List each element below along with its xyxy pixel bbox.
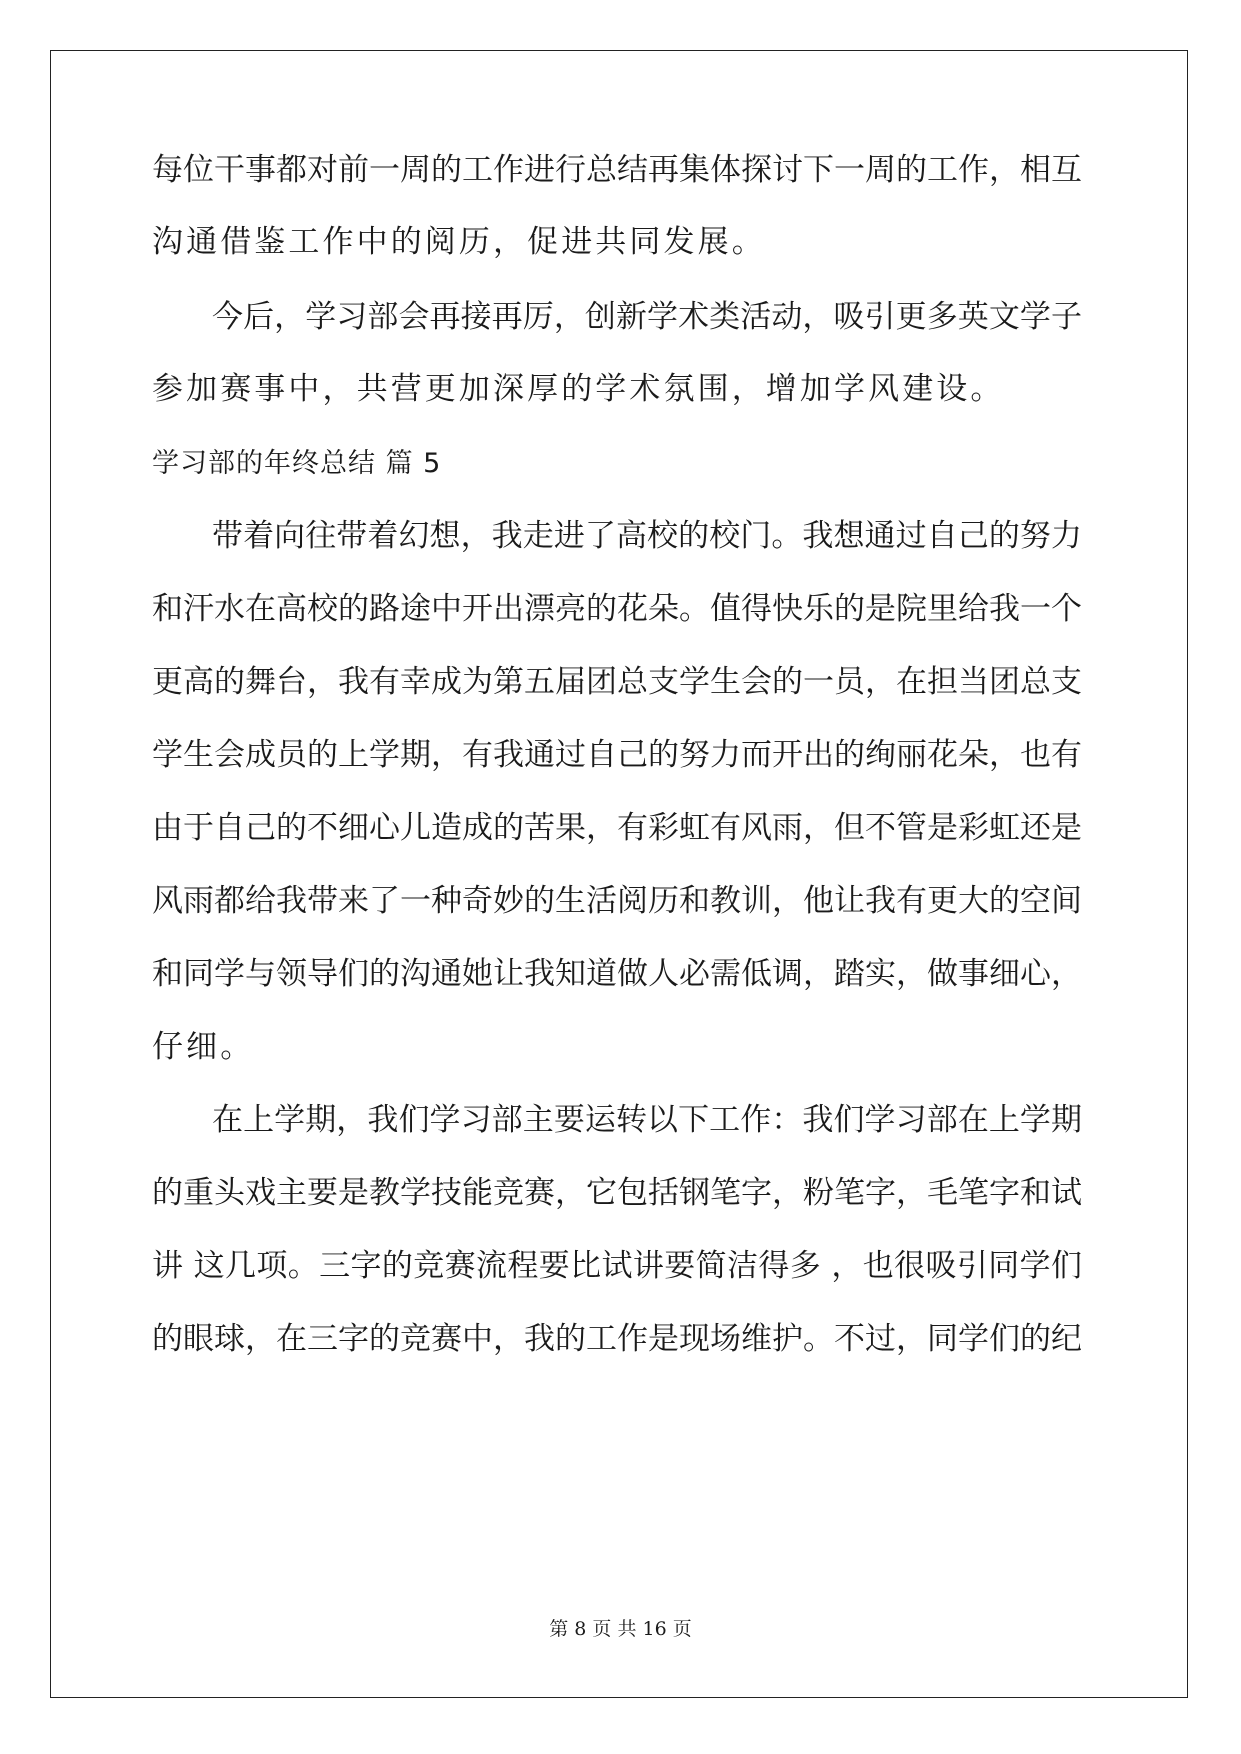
body-line: 带着向往带着幻想，我走进了高校的校门。我想通过自己的努力 (212, 518, 1082, 554)
body-line: 的重头戏主要是教学技能竞赛，它包括钢笔字，粉笔字，毛笔字和试 (152, 1175, 1082, 1211)
body-line: 更高的舞台，我有幸成为第五届团总支学生会的一员，在担当团总支 (152, 664, 1082, 700)
body-line: 今后，学习部会再接再厉，创新学术类活动，吸引更多英文学子 (212, 299, 1082, 335)
body-line: 讲 这几项。三字的竞赛流程要比试讲要简洁得多 ，也很吸引同学们 (152, 1248, 1082, 1284)
body-line: 由于自己的不细心儿造成的苦果，有彩虹有风雨，但不管是彩虹还是 (152, 810, 1082, 846)
body-line: 和汗水在高校的路途中开出漂亮的花朵。值得快乐的是院里给我一个 (152, 591, 1082, 627)
body-line: 风雨都给我带来了一种奇妙的生活阅历和教训，他让我有更大的空间 (152, 883, 1082, 919)
section-heading: 学习部的年终总结 篇 5 (152, 448, 442, 479)
body-line: 学生会成员的上学期，有我通过自己的努力而开出的绚丽花朵，也有 (152, 737, 1082, 773)
page-number-footer: 第 8 页 共 16 页 (549, 1618, 692, 1640)
body-line: 仔细。 (152, 1029, 255, 1065)
body-line: 和同学与领导们的沟通她让我知道做人必需低调，踏实，做事细心， (152, 956, 1082, 992)
body-line: 每位干事都对前一周的工作进行总结再集体探讨下一周的工作，相互 (152, 152, 1082, 188)
body-line: 沟通借鉴工作中的阅历，促进共同发展。 (152, 224, 766, 260)
body-line: 在上学期，我们学习部主要运转以下工作：我们学习部在上学期 (212, 1102, 1082, 1138)
body-line: 参加赛事中，共营更加深厚的学术氛围，增加学风建设。 (152, 371, 1005, 407)
body-line: 的眼球，在三字的竞赛中，我的工作是现场维护。不过，同学们的纪 (152, 1321, 1082, 1357)
